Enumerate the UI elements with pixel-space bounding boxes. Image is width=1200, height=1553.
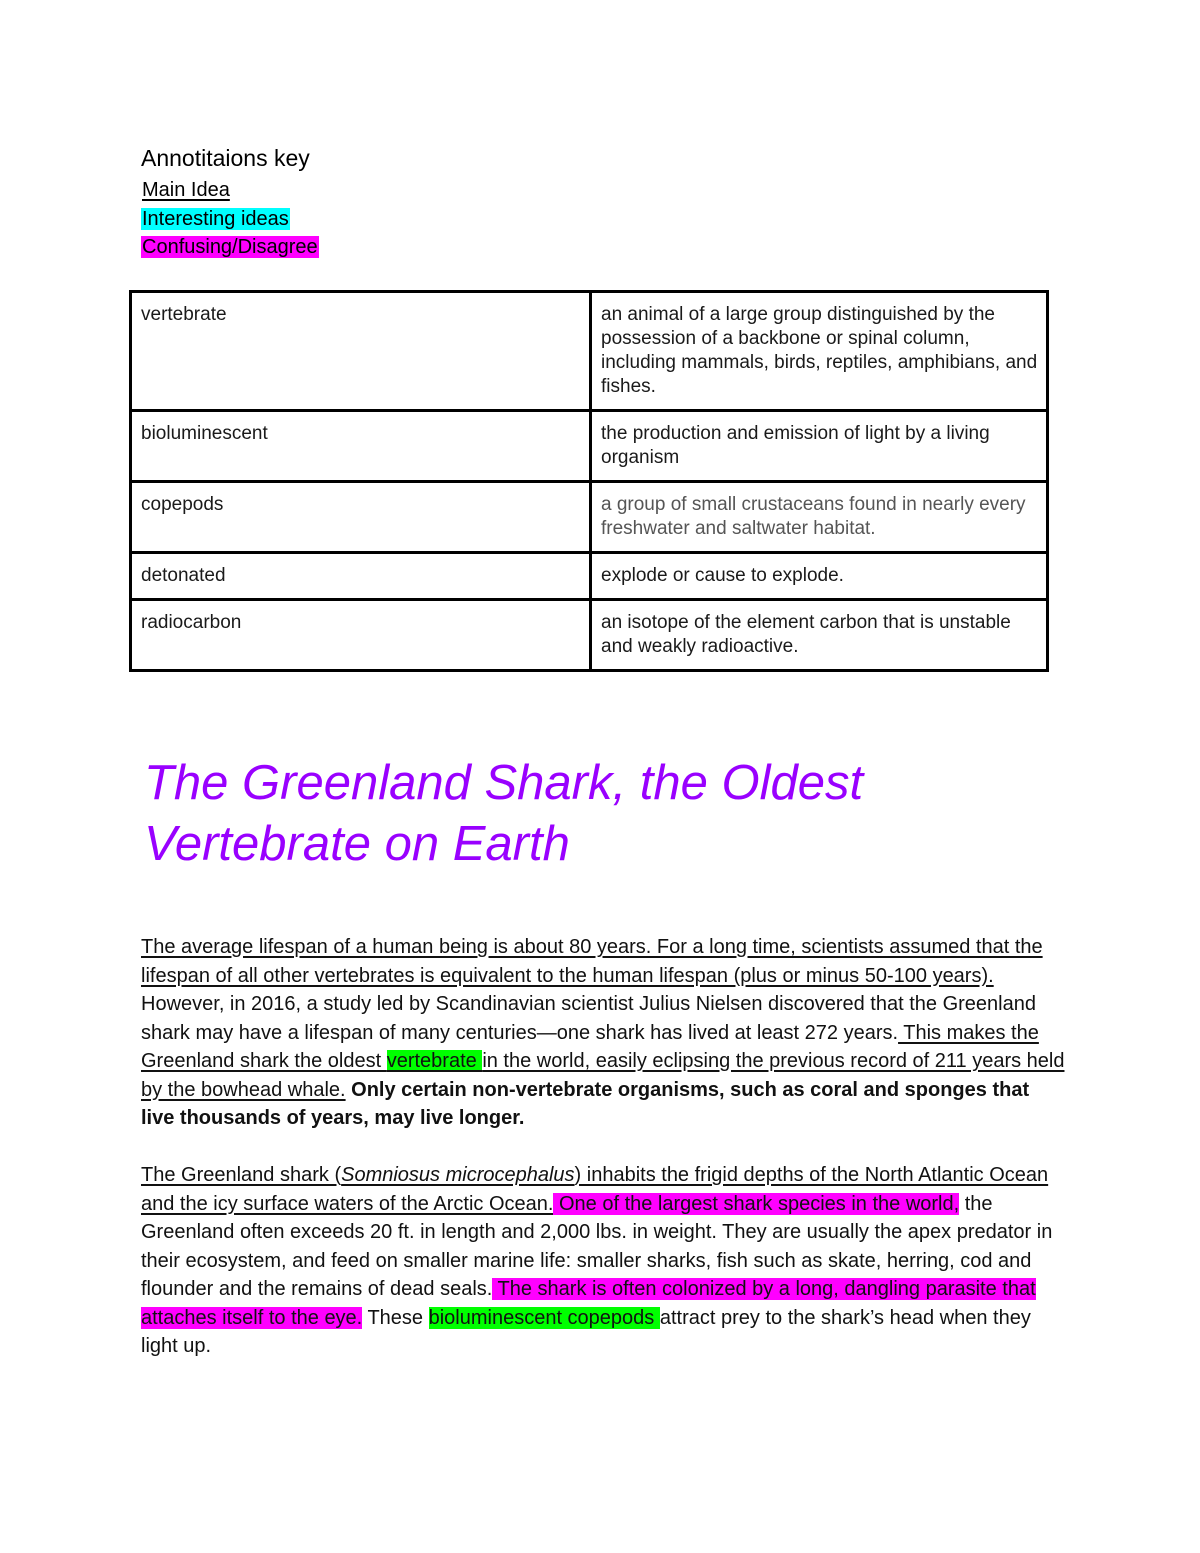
main-idea-sentence: This makes the Greenland shark the oldest xyxy=(141,1021,1039,1072)
vocab-term: radiocarbon xyxy=(131,600,591,671)
key-interesting-label: Interesting ideas xyxy=(142,207,289,230)
vocab-term: vertebrate xyxy=(131,292,591,411)
article-title xyxy=(144,753,1104,875)
vocab-definition: explode or cause to explode. xyxy=(591,553,1048,600)
text-span: attract prey to the shark’s head when they light up. xyxy=(141,1306,1031,1357)
text-span: These xyxy=(362,1306,429,1329)
vocab-definition: a group of small crustaceans found in nearly every freshwater and saltwater habitat. xyxy=(591,482,1048,553)
table-row xyxy=(131,482,1048,553)
article-title-line-2: Vertebrate on Earth xyxy=(144,817,570,871)
key-confusing xyxy=(141,233,541,262)
table-row xyxy=(131,411,1048,482)
vocab-definition: an isotope of the element carbon that is unstable and weakly radioactive. xyxy=(591,600,1048,671)
main-idea-sentence: ) inhabits the frigid depths of the North Atlantic Ocean and the icy surface waters of the Arctic Ocean. xyxy=(141,1164,1049,1215)
scientific-name: Somniosus microcephalus xyxy=(341,1164,575,1186)
annotations-key xyxy=(141,143,541,262)
table-row xyxy=(131,553,1048,600)
confusing-highlight: The shark is often colonized by a long, dangling parasite that attaches itself to the eye. xyxy=(141,1278,1036,1329)
paragraph-1 xyxy=(141,933,1066,1133)
vocab-term: bioluminescent xyxy=(131,411,591,482)
key-confusing-label: Confusing/Disagree xyxy=(142,236,318,258)
key-interesting-ideas xyxy=(141,205,541,234)
table-row xyxy=(131,600,1048,671)
vocabulary-table xyxy=(129,290,1049,672)
main-idea-sentence: The Greenland shark ( xyxy=(141,1164,342,1186)
vocab-term: detonated xyxy=(131,553,591,600)
vocab-definition: the production and emission of light by a living organism xyxy=(591,411,1048,482)
main-idea-sentence: The average lifespan of a human being is about 80 years. For a long time, scientists assumed that the lifespan of all other vertebrates is equivalent to the human lifespan (plus or minus 50-100 years). xyxy=(141,936,1043,987)
article-title-line-1: The Greenland Shark, the Oldest xyxy=(144,756,864,810)
annotations-key-title: Annotitaions key xyxy=(141,145,310,171)
key-main-idea-label: Main Idea xyxy=(142,179,230,201)
vocab-term: copepods xyxy=(131,482,591,553)
confusing-highlight: One of the largest shark species in the world, xyxy=(553,1192,960,1215)
text-span: However, in 2016, a study led by Scandinavian scientist Julius Nielsen discovered that the Greenland shark may have a lifespan of many centuries—one shark has lived at least 272 years. xyxy=(141,993,1036,1044)
vocab-highlight: vertebrate xyxy=(386,1050,483,1072)
paragraph-2 xyxy=(141,1161,1066,1361)
text-span: the Greenland often exceeds 20 ft. in length and 2,000 lbs. in weight. They are usually the apex predator in their ecosystem, and feed on smaller marine life: smaller sharks, fish such as skate, herring, cod and flounder and the remains of dead seals. xyxy=(141,1192,1053,1300)
vocab-definition: an animal of a large group distinguished by the possession of a backbone or spinal column, including mammals, birds, reptiles, amphibians, and fishes. xyxy=(591,292,1048,411)
table-row xyxy=(131,292,1048,411)
vocab-highlight: bioluminescent copepods xyxy=(428,1306,660,1329)
main-idea-sentence: in the world, easily eclipsing the previous record of 211 years held by the bowhead whale. xyxy=(141,1050,1065,1101)
article-body xyxy=(141,933,1066,1389)
bold-sentence: Only certain non-vertebrate organisms, such as coral and sponges that live thousands of years, may live longer. xyxy=(141,1078,1030,1129)
key-main-idea xyxy=(141,176,541,205)
